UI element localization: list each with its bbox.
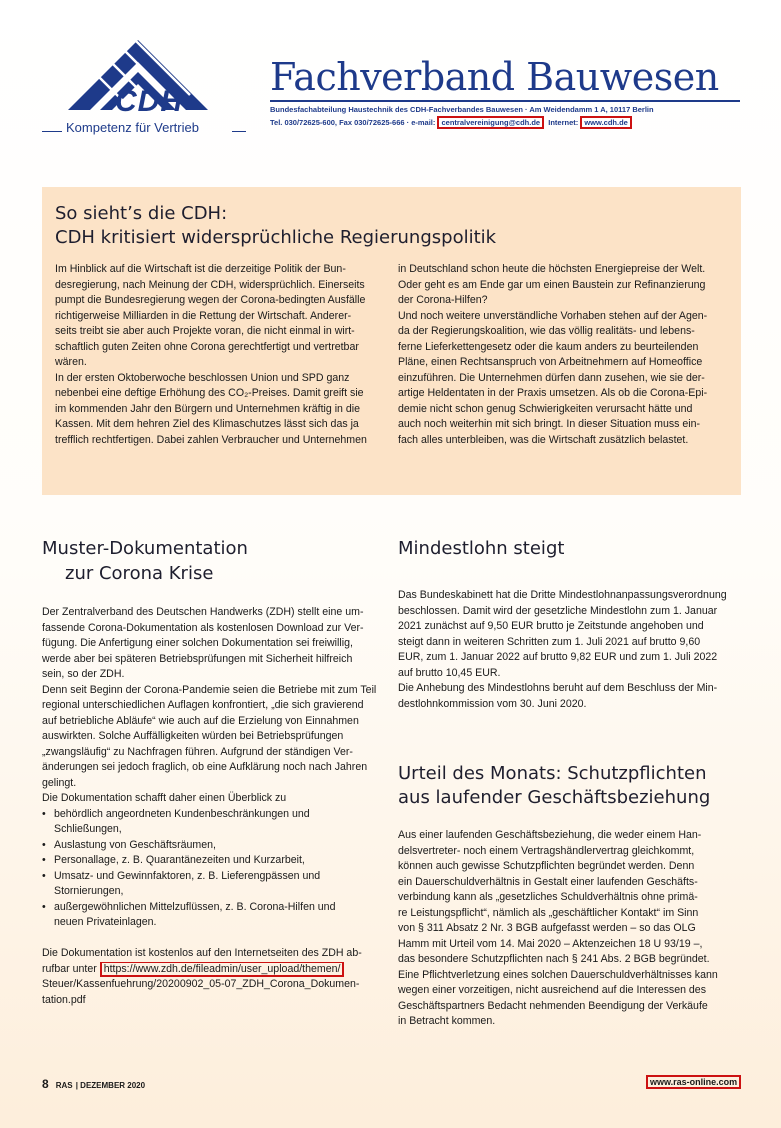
box-left-line: richtigerweise Milliarden in die Rettung der Wirtschaft. Anderer- [55,309,352,322]
muster-line: auswirkten. Solche Auffälligkeiten würden bei Betriebsprüfungen [42,730,344,742]
contact-text: Tel. 030/72625-600, Fax 030/72625-666 · e-mail: [270,118,436,127]
tagline-rule-right [232,131,246,132]
bullet-item [42,915,387,931]
box-title-line2: CDH kritisiert widersprüchliche Regierungspolitik [55,227,497,248]
box-column-right [398,262,733,448]
urteil-title-line1: Urteil des Monats: Schutzpflichten [398,763,707,784]
internet-label: Internet: [548,118,579,127]
bullet-text: Auslastung von Geschäftsräumen, [54,838,216,851]
urteil-line: von § 311 Absatz 2 Nr. 3 BGB aufgefasst werden – so das OLG [398,922,696,934]
box-left-line: Kassen. Mit dem hehren Ziel des Klimaschutzes lässt sich das ja [55,418,359,430]
box-title-line1: So sieht’s die CDH: [55,203,228,224]
muster-line: gelingt. [42,776,77,789]
mindestlohn-line: beschlossen. Damit wird der gesetzliche Mindestlohn zum 1. Januar [398,604,718,617]
box-right-line: Pläne, einen Rechtsanspruch von Arbeitnehmern auf Homeoffice [398,356,703,368]
urteil-line: Geschäftspartners Bedacht nehmenden Beendigung der Verkäufe [398,999,708,1012]
mindestlohn-line: auf brutto 10,45 EUR. [398,666,501,679]
box-left-line: trefflich rechtfertigen. Dabei zahlen Verbraucher und Unternehmen [55,433,367,446]
mindestlohn-article-body [398,588,743,712]
doc-line2 [42,962,387,978]
bullet-dot-icon: • [42,900,46,913]
urteil-line: Aus einer laufenden Geschäftsbeziehung, die weder einem Han- [398,829,702,841]
bullet-text: Stornierungen, [54,885,124,897]
doc-line1: Die Dokumentation ist kostenlos auf den Internetseiten des ZDH ab- [42,947,362,959]
urteil-line: das besondere Schutzpflichten nach § 241 Abs. 2 BGB begründet. [398,953,710,965]
box-left-line: nebenbei eine deftige Erhöhung des CO₂-Preises. Damit greift sie [55,387,364,399]
urteil-line: wegen einer vorzeitigen, nicht ausreichend auf die Interessen des [398,984,706,996]
bullet-item [42,853,387,869]
box-left-line: seits treibt sie aber auch Projekte voran, die nicht einmal in wirt- [55,325,355,337]
box-left-line: schaftlich guten Zeiten ohne Corona gerechtfertigt und vertretbar [55,340,359,353]
bullet-item [42,838,387,854]
page-number: 8 [42,1077,49,1091]
bullet-item [42,884,387,900]
bullet-item [42,807,387,823]
box-right-line: Und noch weitere unverständliche Vorhaben stehen auf der Agen- [398,309,708,322]
header-contact [270,118,632,127]
mindestlohn-line: destlohnkommission vom 30. Juni 2020. [398,697,587,710]
bullet-dot-icon: • [42,807,46,820]
muster-line: „zwangsläufig“ zu Nachfragen führen. Aufgrund der ständigen Ver- [42,745,353,758]
muster-line: auf betriebliche Abläufe“ wie auch auf die Erzielung von Einnahmen [42,714,359,727]
header-rule [270,100,740,102]
bullet-item [42,822,387,838]
footer-page-info: 8 RAS | DEZEMBER 2020 [42,1077,146,1091]
muster-line: sein, so der ZDH. [42,668,125,680]
bullet-item [42,869,387,885]
urteil-line: delsvertreter- noch einem Vertragshändlervertrag gleichkommt, [398,844,695,857]
box-left-line: im kommenden Jahr den Bürgern und Unternehmen kräftig in die [55,402,361,415]
header-title: Fachverband Bauwesen [270,55,719,99]
muster-line: Die Dokumentation schafft daher einen Überblick zu [42,792,287,804]
bullet-text: Umsatz- und Gewinnfaktoren, z. B. Lieferengpässen und [54,869,321,882]
muster-bullet-list [42,807,387,931]
magazine-name: RAS [55,1081,73,1090]
muster-line: werde aber bei späteren Betriebsprüfungen mit Sicherheit hilfreich [42,652,353,665]
muster-line: Der Zentralverband des Deutschen Handwerks (ZDH) stellt eine um- [42,606,364,618]
urteil-title-line2: aus laufender Geschäftsbeziehung [398,787,711,808]
urteil-line: in Betracht kommen. [398,1015,496,1027]
box-right-line: auch noch weiterhin mit sich bringt. In dieser Situation muss ein- [398,418,701,430]
box-right-line: einzuführen. Die Unternehmen dürfen dann zusehen, wie sie der- [398,371,705,384]
email-link[interactable]: centralvereinigung@cdh.de [437,116,544,129]
bullet-dot-icon [42,822,54,838]
website-link[interactable]: www.cdh.de [580,116,631,129]
box-right-line: da der Regierungskoalition, wie das völlig realitäts- und lebens- [398,325,695,337]
urteil-article-body [398,828,743,1030]
box-column-left [55,262,385,448]
box-right-line: der Corona-Hilfen? [398,294,488,306]
tagline: Kompetenz für Vertrieb [66,120,199,135]
muster-line: fassende Corona-Dokumentation als kostenlosen Download zur Ver- [42,621,364,634]
muster-paragraphs [42,605,387,807]
urteil-line: ein Dauerschuldverhältnis in Gestalt einer laufenden Geschäfts- [398,875,698,888]
box-right-line: in Deutschland schon heute die höchsten Energiepreise der Welt. [398,263,706,275]
box-left-line: desregierung, nach Meinung der CDH, widersprüchlich. Einerseits [55,278,365,291]
bullet-text: Personallage, z. B. Quarantänezeiten und Kurzarbeit, [54,854,305,866]
mindestlohn-line: EUR, zum 1. Januar 2022 auf brutto 9,82 EUR und zum 1. Juli 2022 [398,651,718,663]
bullet-dot-icon [42,915,54,931]
bullet-dot-icon: • [42,869,46,882]
mindestlohn-line: 2021 zunächst auf 9,50 EUR brutto je Zeitstunde angehoben und [398,620,704,632]
mindestlohn-line: Die Anhebung des Mindestlohns beruht auf dem Beschluss der Min- [398,682,718,694]
header-address: Bundesfachabteilung Haustechnik des CDH-Fachverbandes Bauwesen · Am Weidendamm 1 A, 10117 Berlin [270,105,654,114]
doc-line4: tation.pdf [42,993,86,1006]
bullet-text: außergewöhnlichen Mittelzuflüssen, z. B. Corona-Hilfen und [54,900,336,913]
urteil-line: Eine Pflichtverletzung eines solchen Dauerschuldverhältnisses kann [398,968,718,981]
bullet-text: behördlich angeordneten Kundenbeschränkungen und [54,807,310,820]
bullet-item [42,900,387,916]
muster-title-line1: Muster-Dokumentation [42,538,248,559]
box-right-line: Oder geht es am Ende gar um einen Baustein zur Refinanzierung [398,278,706,291]
tagline-rule-left [42,131,62,132]
zdh-download-link[interactable]: https://www.zdh.de/fileadmin/user_upload/themen/ [100,962,345,977]
issue-date: DEZEMBER 2020 [80,1081,146,1090]
urteil-line: verbindung kann als „gesetzliches Schuldverhältnis ohne primä- [398,891,698,903]
box-left-line: In der ersten Oktoberwoche beschlossen Union und SPD ganz [55,371,350,384]
box-right-line: fach alles unterbleiben, was die Wirtschaft zusätzlich belastet. [398,433,689,446]
urteil-line: re Leistungspflicht“, nämlich als „geschäftlicher Kontakt“ im Sinn [398,906,699,919]
mindestlohn-title: Mindestlohn steigt [398,538,565,559]
box-right-line: ferne Lieferkettengesetz oder die kaum anders zu beurteilenden [398,340,699,353]
bullet-text: Schließungen, [54,823,122,835]
bullet-dot-icon: • [42,854,46,866]
box-right-line: artige Heldentaten in der Praxis umsetzen. Als ob die Corona-Epi- [398,387,708,399]
bullet-text: neuen Privateinlagen. [54,916,157,928]
urteil-line: Hamm mit Urteil vom 14. Mai 2020 – Aktenzeichen 18 U 93/19 –, [398,937,703,950]
doc-line3: Steuer/Kassenfuehrung/20200902_05-07_ZDH_Corona_Dokumen- [42,978,360,990]
box-left-line: pumpt die Bundesregierung wegen der Corona-bedingten Ausfälle [55,294,366,306]
footer-website-link[interactable]: www.ras-online.com [646,1075,741,1089]
muster-line: änderungen sei jedoch fraglich, ob eine Aufklärung noch nach Jahren [42,761,368,773]
bullet-dot-icon [42,884,54,900]
box-left-line: wären. [55,356,87,368]
box-right-line: demie nicht schon genug Schwierigkeiten verursacht hätte und [398,402,693,415]
mindestlohn-line: Das Bundeskabinett hat die Dritte Mindestlohnanpassungsverordnung [398,589,727,601]
muster-line: Denn seit Beginn der Corona-Pandemie seien die Betriebe mit zum Teil [42,683,377,696]
box-left-line: Im Hinblick auf die Wirtschaft ist die derzeitige Politik der Bun- [55,263,346,275]
muster-article-body [42,605,387,1008]
mindestlohn-line: steigt dann in weiteren Schritten zum 1. Juli 2021 auf brutto 9,60 [398,635,701,648]
muster-line: fügung. Die Anfertigung einer solchen Dokumentation sei freiwillig, [42,637,353,649]
logo-wordmark: CDH [115,85,183,118]
muster-title-line2: zur Corona Krise [65,563,214,584]
muster-line: regional unterschiedlichen Auflagen konfrontiert, „die sich gravierend [42,699,364,711]
urteil-line: können auch gewisse Schutzpflichten begründet werden. Denn [398,860,695,872]
doc-line2-prefix: rufbar unter [42,962,97,975]
bullet-dot-icon: • [42,838,46,851]
